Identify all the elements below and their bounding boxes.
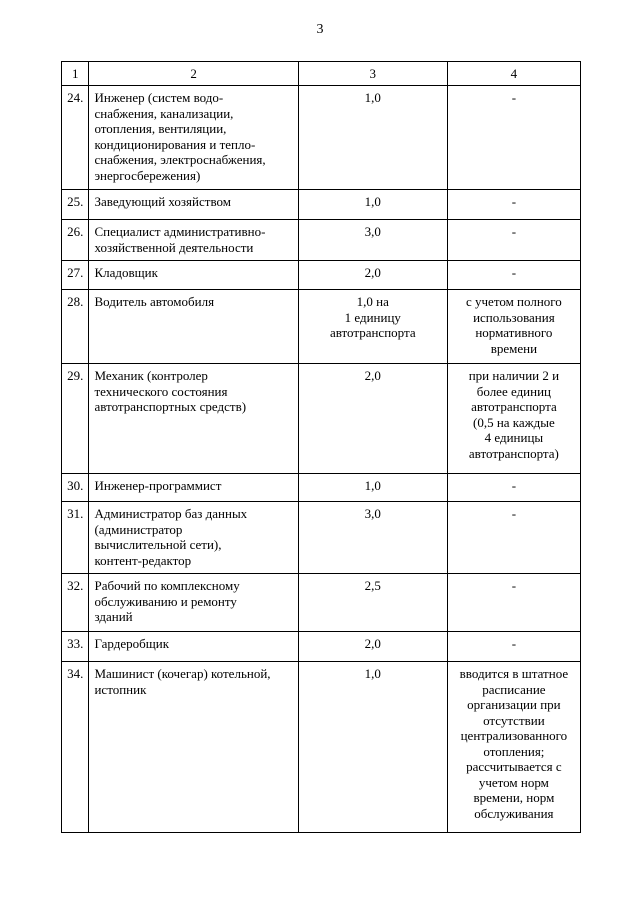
table-row [62,574,581,632]
header-cell-2: 2 [89,62,298,86]
header-cell-3: 3 [298,62,447,86]
header-cell-4: 4 [447,62,580,86]
note: - [447,574,580,632]
page-number: 3 [316,22,324,37]
row-number: 32. [62,574,89,632]
table-row [62,220,581,261]
staff-units: 1,0 [298,86,447,190]
staff-units: 1,0 [298,190,447,220]
position-name: Администратор баз данных (администратор вычислительной сети), контент-редактор [89,502,298,574]
position-name: Машинист (кочегар) котельной, истопник [89,662,298,833]
row-number: 30. [62,474,89,502]
table-row [62,290,581,364]
table-row [62,632,581,662]
note: - [447,220,580,261]
note: вводится в штатное расписание организации при отсутствии централизованного отопления; рассчитывается с учетом норм времени, норм обслуживания [447,662,580,833]
table-body [62,62,581,833]
header-cell-1: 1 [62,62,89,86]
row-number: 33. [62,632,89,662]
staff-units: 1,0 [298,474,447,502]
table-header-row [62,62,581,86]
position-name: Гардеробщик [89,632,298,662]
position-name: Заведующий хозяйством [89,190,298,220]
table-row [62,261,581,290]
staff-units: 2,0 [298,261,447,290]
staff-units: 2,5 [298,574,447,632]
table-row [62,364,581,474]
table-row [62,662,581,833]
row-number: 24. [62,86,89,190]
position-name: Рабочий по комплексному обслуживанию и ремонту зданий [89,574,298,632]
staff-units: 2,0 [298,632,447,662]
note: - [447,502,580,574]
note: - [447,190,580,220]
row-number: 31. [62,502,89,574]
staff-norms-table [61,61,581,833]
position-name: Инженер (систем водо- снабжения, канализации, отопления, вентиляции, кондиционирования и тепло- снабжения, электроснабжения, энергосбережения) [89,86,298,190]
table-row [62,474,581,502]
staff-units: 2,0 [298,364,447,474]
note: - [447,86,580,190]
table-row [62,502,581,574]
staff-units: 1,0 [298,662,447,833]
staff-units: 1,0 на 1 единицу автотранспорта [298,290,447,364]
row-number: 25. [62,190,89,220]
table-row [62,190,581,220]
row-number: 29. [62,364,89,474]
note: - [447,474,580,502]
note: при наличии 2 и более единиц автотранспорта (0,5 на каждые 4 единицы автотранспорта) [447,364,580,474]
note: - [447,632,580,662]
note: с учетом полного использования нормативного времени [447,290,580,364]
note: - [447,261,580,290]
position-name: Кладовщик [89,261,298,290]
staff-units: 3,0 [298,220,447,261]
position-name: Инженер-программист [89,474,298,502]
position-name: Механик (контролер технического состояния автотранспортных средств) [89,364,298,474]
position-name: Водитель автомобиля [89,290,298,364]
staff-units: 3,0 [298,502,447,574]
row-number: 27. [62,261,89,290]
table-row [62,86,581,190]
row-number: 34. [62,662,89,833]
row-number: 26. [62,220,89,261]
row-number: 28. [62,290,89,364]
position-name: Специалист административно- хозяйственной деятельности [89,220,298,261]
